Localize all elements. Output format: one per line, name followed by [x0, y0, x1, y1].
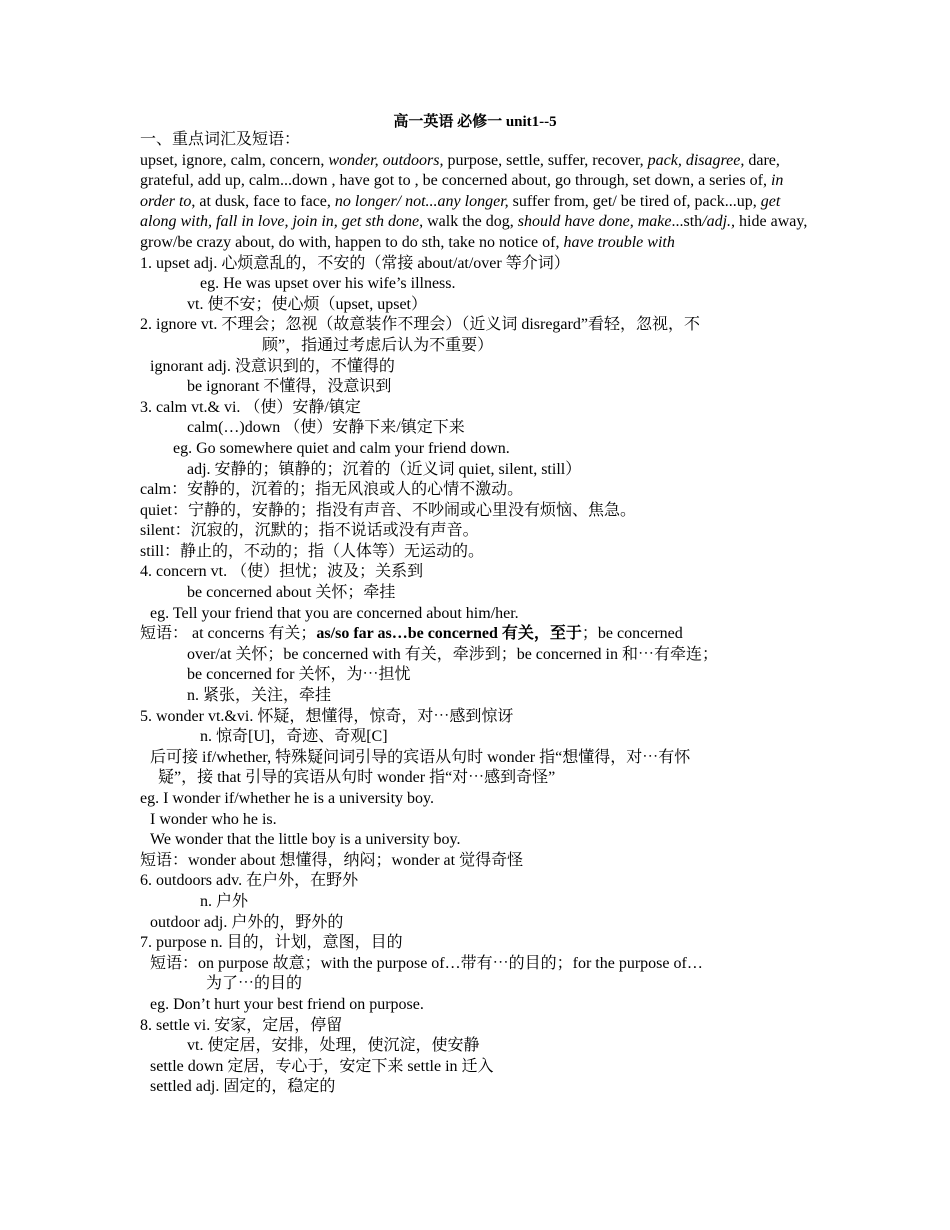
text-line: 5. wonder vt.&vi. 怀疑，想懂得，惊奇，对⋯感到惊讶	[140, 707, 514, 725]
text-line: be ignorant 不懂得，没意识到	[187, 378, 392, 396]
text-line: adj. 安静的；镇静的；沉着的（近义词 quiet, silent, still）	[187, 460, 582, 478]
text-line: 7. purpose n. 目的，计划，意图，目的	[140, 934, 403, 952]
text-line: eg. He was upset over his wife’s illness.	[200, 275, 456, 293]
text-line: 短语：on purpose 故意；with the purpose of…带有⋯的目的；for the purpose of…	[150, 954, 703, 972]
text-line: 为了⋯的目的	[206, 975, 303, 993]
text-line: 4. concern vt. （使）担忧；波及；关系到	[140, 563, 424, 581]
text-line: quiet：宁静的，安静的；指没有声音、不吵闹或心里没有烦恼、焦急。	[140, 501, 636, 519]
document-body	[140, 130, 820, 1098]
text-line: n. 惊奇[U]，奇迹、奇观[C]	[200, 728, 388, 746]
text-line: n. 紧张，关注，牵挂	[187, 687, 332, 705]
text-line: vt. 使定居，安排，处理，使沉淀，使安静	[187, 1037, 480, 1055]
text-line: silent：沉寂的，沉默的；指不说话或没有声音。	[140, 522, 479, 540]
text-line: settled adj. 固定的，稳定的	[150, 1078, 336, 1096]
document-title: 高一英语 必修一 unit1--5	[393, 114, 557, 130]
text-line: 6. outdoors adv. 在户外，在野外	[140, 872, 359, 890]
text-line: ignorant adj. 没意识到的，不懂得的	[150, 357, 395, 375]
text-line: eg. Don’t hurt your best friend on purpose.	[150, 995, 424, 1013]
text-line: I wonder who he is.	[150, 810, 277, 828]
text-line: calm(…)down （使）安静下来/镇定下来	[187, 419, 465, 437]
text-line: be concerned for 关怀，为⋯担忧	[187, 666, 411, 684]
text-line: 后可接 if/whether, 特殊疑问词引导的宾语从句时 wonder 指“想懂得，对⋯有怀	[150, 748, 691, 766]
text-line: eg. Go somewhere quiet and calm your friend down.	[173, 439, 510, 457]
text-line: 3. calm vt.& vi. （使）安静/镇定	[140, 398, 361, 416]
text-line: 8. settle vi. 安家，定居，停留	[140, 1016, 343, 1034]
text-line: 1. upset adj. 心烦意乱的，不安的（常接 about/at/over 等介词）	[140, 254, 570, 272]
text-line: 短语：wonder about 想懂得，纳闷；wonder at 觉得奇怪	[140, 851, 524, 869]
text-line: over/at 关怀；be concerned with 有关，牵涉到；be concerned in 和⋯有牵连；	[187, 645, 718, 663]
text-line: 一、重点词汇及短语：	[140, 131, 301, 148]
text-line: calm：安静的，沉着的；指无风浪或人的心情不激动。	[140, 481, 524, 499]
text-line: vt. 使不安；使心烦（upset, upset）	[187, 295, 427, 313]
text-line: eg. I wonder if/whether he is a university boy.	[140, 790, 434, 807]
text-line: settle down 定居，专心于，安定下来 settle in 迁入	[150, 1057, 494, 1075]
text-line: 疑”，接 that 引导的宾语从句时 wonder 指“对⋯感到奇怪”	[158, 769, 556, 787]
text-line: still：静止的，不动的；指（人体等）无运动的。	[140, 542, 485, 560]
text-line: upset, ignore, calm, concern, wonder, outdoors, purpose, settle, suffer, recover, pack, disagree, dare, grateful, add up, calm...down , have got to , be concerned about, go through, set down, a series of, in order to, at dusk, face to face, no longer/ not...any longer, suffer from, get/ be tired of, pack...up, get along with, fall in love, join in, get sth done, walk the dog, should have done, make...sth/adj., hide away, grow/be crazy about, do with, happen to do sth, take no notice of, have trouble with	[140, 151, 808, 251]
text-line: 2. ignore vt. 不理会；忽视（故意装作不理会）（近义词 disregard”看轻，忽视，不	[140, 316, 700, 334]
text-line: outdoor adj. 户外的，野外的	[150, 913, 344, 931]
text-line: eg. Tell your friend that you are concerned about him/her.	[150, 604, 519, 622]
text-line: We wonder that the little boy is a university boy.	[150, 831, 461, 849]
text-line: n. 户外	[200, 892, 249, 910]
text-line: 短语： at concerns 有关；as/so far as…be concerned 有关，至于；be concerned	[140, 625, 683, 643]
text-line: be concerned about 关怀；牵挂	[187, 584, 396, 602]
text-line: 顾”，指通过考虑后认为不重要）	[262, 336, 494, 354]
